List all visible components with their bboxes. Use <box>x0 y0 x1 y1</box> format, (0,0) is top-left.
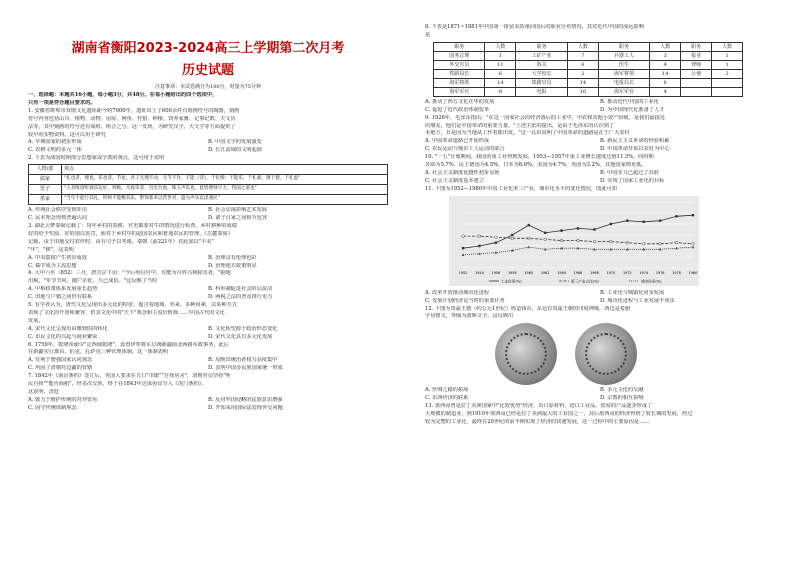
q9-options <box>425 138 775 154</box>
data-point-service <box>511 237 514 240</box>
table-cell <box>712 78 743 87</box>
question-8 <box>425 24 775 115</box>
table-cell: 2 <box>567 69 598 78</box>
q8-options <box>425 99 775 115</box>
q11-options <box>425 290 775 306</box>
data-point-service <box>675 241 678 244</box>
option-c[interactable]: C. 农耕文明的多元一体 <box>28 147 82 154</box>
q12-options <box>425 387 775 403</box>
coin-obverse-image <box>495 323 557 385</box>
data-point-industry <box>462 247 464 249</box>
table-cell: 铁路局长 <box>434 69 485 78</box>
option-c[interactable]: C. 发展计划经济是当时的重要任务 <box>425 297 505 304</box>
q3-line: "年"，"耕"。这表明 <box>28 246 74 253</box>
option-b[interactable]: B. 社会动荡影响艺术发展 <box>208 207 267 214</box>
question-7 <box>28 373 388 413</box>
q6-line: 6. 1759年，乾隆帝谕令"定西域乾隆"，设置伊犁将军总统新疆南北两路军政事务，此后 <box>28 341 229 348</box>
data-point-industry <box>659 219 661 221</box>
option-d[interactable]: D. 宋代文化具有多元化发展 <box>208 333 273 340</box>
q4-options <box>28 286 388 302</box>
legend-label: 工业化率(%) <box>501 279 522 284</box>
table-cell: 海军将领 <box>598 69 649 78</box>
q8-line: 8. 下表是1871~1881年中国第一批留美幼童回国后的职业分布情况，其对近代中国的深远影响 <box>425 24 644 30</box>
table-cell: 海军将领 <box>434 78 485 87</box>
table-header-cell: 职务 <box>598 42 649 51</box>
q2-options <box>28 207 388 223</box>
table-row <box>29 185 388 195</box>
q2-table <box>28 164 388 205</box>
table-header-cell: 人数 <box>485 42 516 51</box>
q1-line: 较早的实物资料。这可以用于研究 <box>28 131 106 138</box>
q1-line: 符号内容包括山川、植物、动物、房屋、网鱼、狩猎、种植、饲养家畜、记事记数、天文历 <box>28 115 236 122</box>
q8-table <box>433 42 743 97</box>
table-cell: 海关 <box>516 60 567 69</box>
q4-line: 4. 大中六年（852）三月，唐宣宗下诏："今后州县官中，有能为百姓兴利除害者，"据地 <box>28 270 231 277</box>
data-point-service <box>527 237 530 240</box>
table-cell <box>681 78 712 87</box>
q10-line: 10. "一五"计划期间，我国的重工业得到发展，1953—1957年重工业增长速度达到11.3%，同时期 <box>425 154 654 161</box>
x-tick-label: 1972 <box>622 270 632 275</box>
data-point-industry <box>560 229 562 231</box>
option-c[interactable]: C. 促进了近代政治体制变革 <box>425 106 490 113</box>
table-cell: 1 <box>712 60 743 69</box>
q5-options <box>28 326 388 342</box>
option-d[interactable]: D. 长江流域的文明起源 <box>208 147 262 154</box>
x-tick-label: 1966 <box>573 270 583 275</box>
table-cell: 3 <box>650 51 681 60</box>
q7-line: 民自择""能否商租"，经多次交涉，终于在1843年达成协议写入《虎门条约》。 <box>28 381 207 388</box>
option-d[interactable]: D. 治理地方政策明显 <box>208 262 257 269</box>
option-d[interactable]: D. 为中国现代化准备了人才 <box>600 106 665 113</box>
table-cell: 大学校长 <box>516 69 567 78</box>
table-cell: 1 <box>485 51 516 60</box>
q9-line: 本地方，且是因为当地从工作着眼出发。"这一认识说明了中国革命的道路是在于广大农村 <box>425 130 630 137</box>
x-tick-label: 1956 <box>491 270 501 275</box>
q12-line: 字母铭文，外圈为波斯文字。这反映出 <box>425 313 514 320</box>
option-b[interactable]: B. 中国实力已超过了苏联 <box>600 169 659 176</box>
table-row <box>29 195 388 205</box>
option-a[interactable]: A. 宋代文化呈现出由雅到俗的转化 <box>28 325 108 332</box>
q1-line: 1. 安徽省蚌埠市双墩文化遗址距今约7000年，遗址出土了600余件有刻画符号的陶器，刻画 <box>28 107 240 114</box>
option-d[interactable]: D. 两税之法的普及推行更力 <box>208 294 273 301</box>
x-tick-label: 1974 <box>639 270 649 275</box>
data-point-industry <box>610 222 612 224</box>
data-point-service <box>626 241 629 244</box>
data-point-industry <box>544 231 546 233</box>
option-d[interactable]: D. 宗教的相互影响 <box>600 395 644 402</box>
option-d[interactable]: D. 诸子百家之间相互包容 <box>208 215 268 222</box>
q1-line: 法等，其中刻画的符号还有成组、组合之分。这一发现，为研究汉字、天文学等方面提供了 <box>28 123 236 130</box>
option-a[interactable]: A. 致力于维护传统的对外贸易 <box>28 396 98 403</box>
question-13 <box>425 403 775 427</box>
q9-line: 9. 1926年，毛泽东指出："在这一国家社会的经济落后的工业中，中农和其他小资产阶级，是我们最接近 <box>425 114 666 121</box>
exam-title: 湖南省衡阳2023-2024高三上学期第二次月考 <box>71 41 345 56</box>
table-header-cell: 人数 <box>650 42 681 51</box>
q6-options <box>28 357 388 373</box>
x-tick-label: 1964 <box>557 270 566 275</box>
q11-line-chart <box>449 196 699 286</box>
table-cell: 墨家 <box>29 195 62 205</box>
section-heading-2: 只有一项是符合题目要求的。 <box>28 99 96 106</box>
data-point-service <box>495 236 498 239</box>
table-cell: 6 <box>650 78 681 87</box>
data-point-industry <box>478 244 480 246</box>
exam-note: 注意事项：本试卷满分为100分，时量为75分钟 <box>155 84 261 90</box>
q7-options <box>28 397 388 413</box>
option-c[interactable]: C. 儒学成为主流思想 <box>28 262 77 269</box>
q7-line: 这说明，清廷 <box>28 389 60 395</box>
table-cell: 2 <box>712 69 743 78</box>
table-header-row <box>434 42 743 51</box>
table-header-cell: 人物/派 <box>29 165 62 175</box>
table-row <box>29 175 388 185</box>
question-9 <box>425 115 775 155</box>
x-tick-label: 1978 <box>672 270 681 275</box>
q3-line: 好的给予奖励，好的加以惩罚，而对于乡村中的赵国农民和普通农民的管理，《岳麓秦简》 <box>28 230 233 237</box>
option-a[interactable]: A. 改革开放推动城市化进程 <box>425 289 490 296</box>
table-row <box>434 51 743 60</box>
q5-line: 发展， <box>28 317 44 324</box>
q8-line: 是 <box>425 31 431 38</box>
data-point-service <box>577 239 580 242</box>
table-cell: 外交官员 <box>434 60 485 69</box>
data-point-service <box>659 242 662 245</box>
question-3 <box>28 223 388 270</box>
data-point-service <box>560 239 563 242</box>
option-c[interactable]: C. 东西经济的联系 <box>425 395 469 402</box>
option-c[interactable]: C. 农民运动与城市工人运动的联合 <box>425 146 505 153</box>
x-tick-label: 1962 <box>540 270 550 275</box>
q4-line: 出税，"年节节同，随户杂征，久已成俗。"这反映了当时 <box>28 278 158 285</box>
legend-label: 城市化率(%) <box>641 279 662 284</box>
table-cell: 报业 <box>681 51 712 60</box>
option-c[interactable]: C. 社会主义制度基本建立 <box>425 177 484 184</box>
option-c[interactable]: C. 巩固了清朝对边疆的管辖 <box>28 365 93 372</box>
option-c[interactable]: C. 田地与户籍之间仍有联系 <box>28 294 93 301</box>
data-point-service <box>692 242 695 245</box>
q5-line: 5. 有学者认为，唐代文化呈现出多元化的特征，蕴含着地域、外来、多种因素，以某种方式 <box>28 302 237 309</box>
option-b[interactable]: B. 中国文字的发展演变 <box>208 139 262 146</box>
question-2 <box>28 155 388 223</box>
option-b[interactable]: B. 多元文化的交融 <box>600 387 644 394</box>
q6-line: 在新疆实行郡县、伯克、扎萨克三种管理体制。这一体制表明 <box>28 349 169 356</box>
table-cell: 律师 <box>681 60 712 69</box>
q3-line: 3. 湖北云梦秦简记载了：每年乡村的春耕、官吏都要对牛的情况进行检查，乡村耕种的成绩 <box>28 222 237 229</box>
option-d[interactable]: D. 中国革命开始以农村为中心 <box>600 146 670 153</box>
table-header-cell: 观点 <box>62 165 388 175</box>
table-cell: 14 <box>485 78 516 87</box>
option-d[interactable]: D. 实现了国家工业化的目标 <box>600 177 665 184</box>
table-row <box>434 69 743 78</box>
question-6 <box>28 342 388 374</box>
table-header-cell: 职务 <box>516 42 567 51</box>
option-d[interactable]: D. 城市化进程与工业发展不同步 <box>600 297 675 304</box>
table-cell: 11 <box>485 60 516 69</box>
option-a[interactable]: A. 传统社会秩序受到冲击 <box>28 207 87 214</box>
option-a[interactable]: A. 推动了西方文化在华的发展 <box>425 98 495 105</box>
legend-label: 第三产业占比(%) <box>571 279 599 284</box>
data-point-industry <box>643 220 645 222</box>
table-cell: 医生 <box>598 60 649 69</box>
table-cell: 7 <box>567 51 598 60</box>
option-b[interactable]: B. 科举制促进社会阶层流动 <box>208 286 273 293</box>
table-cell <box>681 87 712 96</box>
table-header-cell: 人数 <box>567 42 598 51</box>
data-point-industry <box>577 227 579 229</box>
option-a[interactable]: A. 有利于增强国家认同观念 <box>28 357 93 364</box>
q3-line: 记载，由于田地交付农作时，由有司予以考课。秦朝（前221年）对此加以"丰美" <box>28 238 214 245</box>
data-point-industry <box>528 224 530 226</box>
table-cell: 海军军官 <box>434 87 485 96</box>
table-cell: "当年不能行其礼，积财不能赡其乐，繁饰邪术以营世君，盛为声乐以淫遇民" <box>62 195 388 205</box>
data-point-service <box>544 238 547 241</box>
section-heading: 一、选择题：本题共16小题，每小题3分，共48分。在每小题给出的四个选项中， <box>28 92 218 98</box>
table-cell: 16 <box>567 87 598 96</box>
data-point-service <box>462 234 465 237</box>
option-b[interactable]: B. 反映出统治者权力高度集中 <box>208 357 278 364</box>
x-tick-label: 1952 <box>458 270 468 275</box>
option-a[interactable]: A. 社会主义制度优越性初步显现 <box>425 169 500 176</box>
q10-line: 苏联为5.7%，民主德国为4.5%，日本为8.6%，美国为4.7%，英国为3.2%，其他国家则更低。 <box>425 162 647 169</box>
question-11 <box>425 186 775 306</box>
question-5 <box>28 302 388 342</box>
data-point-industry <box>495 241 497 243</box>
left-column <box>28 40 388 555</box>
table-header-row <box>29 165 388 175</box>
table-cell: 8 <box>485 87 516 96</box>
table-header-cell: 职务 <box>434 42 485 51</box>
table-cell <box>712 87 743 96</box>
option-a[interactable]: A. 中枢政策体系发展重长趋势 <box>28 286 98 293</box>
x-tick-label: 1968 <box>590 270 599 275</box>
q12-line: 12. 下图为贵霜王朝（约公元1世纪）铸造钱币，东边有贵霜王朝的印度神像，西边是希腊 <box>425 305 631 312</box>
x-tick-label: 1980 <box>688 270 698 275</box>
x-tick-label: 1970 <box>606 270 616 275</box>
option-b[interactable]: B. 治理具有伦理色彩 <box>208 254 257 261</box>
x-tick-label: 1976 <box>655 270 665 275</box>
option-b[interactable]: B. 推动近代中国的工业化 <box>600 98 659 105</box>
coin-reverse-image <box>575 323 637 385</box>
question-12 <box>425 306 775 404</box>
option-d[interactable]: D. 表明中国多民族国家统一形成 <box>208 365 283 372</box>
option-a[interactable]: A. 中国革命道路已开始形成 <box>425 138 490 145</box>
table-cell: 管子 <box>29 185 62 195</box>
question-4 <box>28 270 388 302</box>
table-cell: 儒家 <box>29 175 62 185</box>
table-cell: 海军军官 <box>598 87 649 96</box>
data-point-industry <box>692 214 694 216</box>
table-cell: 6 <box>567 60 598 69</box>
table-cell: 4 <box>650 60 681 69</box>
table-cell: 电报 <box>516 87 567 96</box>
x-tick-label: 1958 <box>507 270 517 275</box>
table-cell: 国务总理 <box>434 51 485 60</box>
table-row <box>434 60 743 69</box>
data-point-service <box>642 242 645 245</box>
option-a[interactable]: A. 丝绸之路的拓展 <box>425 387 469 394</box>
table-cell: "礼也者，理也。乐也者，节也。君子无理不动，无节不作。不能《诗》，于礼缪；不能乐，于礼素；薄于德，于礼虚" <box>62 175 388 185</box>
table-cell: 14 <box>650 69 681 78</box>
table-cell: 电报局长 <box>598 78 649 87</box>
table-cell: 兵器工人 <box>598 51 649 60</box>
x-tick-label: 1954 <box>475 270 484 275</box>
q9-line: 的朋友，他们是中国革命的重要力量。"上述主张的提出，是由于毛泽东的认识到了 <box>425 122 615 129</box>
option-a[interactable]: A. 中央集权产生初步成效 <box>28 254 87 261</box>
option-b[interactable]: B. 文化转型源于政治形态变化 <box>208 325 278 332</box>
table-cell: 公使 <box>681 69 712 78</box>
question-10 <box>425 154 775 186</box>
q2-stem: 2. 下表为战国时期部分思想家或学派的观点，这可用于说明 <box>28 155 165 162</box>
right-column <box>425 24 775 559</box>
table-cell: 6 <box>485 69 516 78</box>
table-row <box>434 78 743 87</box>
q13-line: 大规模的制造业。到1910年墨西哥已经是拉丁美洲最大的工业国之一，其后墨西哥的经济得到了较长期的发展，经过 <box>425 411 693 418</box>
table-cell: 工矿产业 <box>516 51 567 60</box>
q1-options <box>28 139 388 155</box>
table-header-cell: 职务 <box>681 42 712 51</box>
data-point-industry <box>626 219 628 221</box>
q13-line: 较为完整的工业化，最终在20世纪的前半期实现了经济的快速发展，这一过程中的主要原因是…… <box>425 418 650 425</box>
option-b[interactable]: B. 新民主主义革命的经验积累 <box>600 138 670 145</box>
q3-options <box>28 255 388 271</box>
data-point-service <box>593 240 596 243</box>
q10-options <box>425 170 775 186</box>
q5-line: 表现了文化的开放和兼容，但其文化中的"天下"观念和主流价值观……中国古代的文化 <box>28 309 225 316</box>
question-1 <box>28 108 388 155</box>
q13-line: 13. 墨西哥曾是拉丁美洲国家中"比较优势"经济，出口原材料，进口工业品。贸易的产品逐步形成了 <box>425 403 653 410</box>
table-cell: 1 <box>712 51 743 60</box>
x-tick-label: 1960 <box>524 270 534 275</box>
option-c[interactable]: C. 市民文化的兴起与商业繁荣 <box>28 333 98 340</box>
table-header-cell: 人数 <box>712 42 743 51</box>
table-row <box>434 87 743 96</box>
table-cell: "人君唯毋听观乐玩好，则败。凡观乐者，宫室台池，珠玉声乐也。此皆费财尽力，伤国之道也" <box>62 185 388 195</box>
exam-subject: 历史试题 <box>181 63 234 78</box>
data-point-service <box>478 234 481 237</box>
data-point-industry <box>675 215 677 217</box>
table-cell: 4 <box>650 87 681 96</box>
option-c[interactable]: C. 民本理念得到普遍认同 <box>28 215 87 222</box>
option-d[interactable]: D. 开始采用国际法处理外交问题 <box>208 404 283 411</box>
data-point-industry <box>593 228 595 230</box>
option-a[interactable]: A. 早期国家的初步形成 <box>28 139 82 146</box>
data-point-industry <box>511 233 513 235</box>
option-b[interactable]: B. 工业化与城镇化同步发展 <box>600 289 665 296</box>
q11-stem: 11. 下图为1952—1980年中国工业化率三产业，城市化水平的变化情况，图此可知 <box>425 185 617 192</box>
q7-line: 7. 1842年《南京条约》签订后，英国人要求在五口"市廛""自择房舍"，清朝官员坚持"听 <box>28 373 231 380</box>
option-b[interactable]: B. 反对外国侵略的民族意识增强 <box>208 396 283 403</box>
data-point-service <box>610 240 613 243</box>
table-cell: 14 <box>567 78 598 87</box>
table-cell: 铁路官员 <box>516 78 567 87</box>
coin-images <box>425 323 775 385</box>
option-c[interactable]: C. 固守传统体制观念 <box>28 404 77 411</box>
